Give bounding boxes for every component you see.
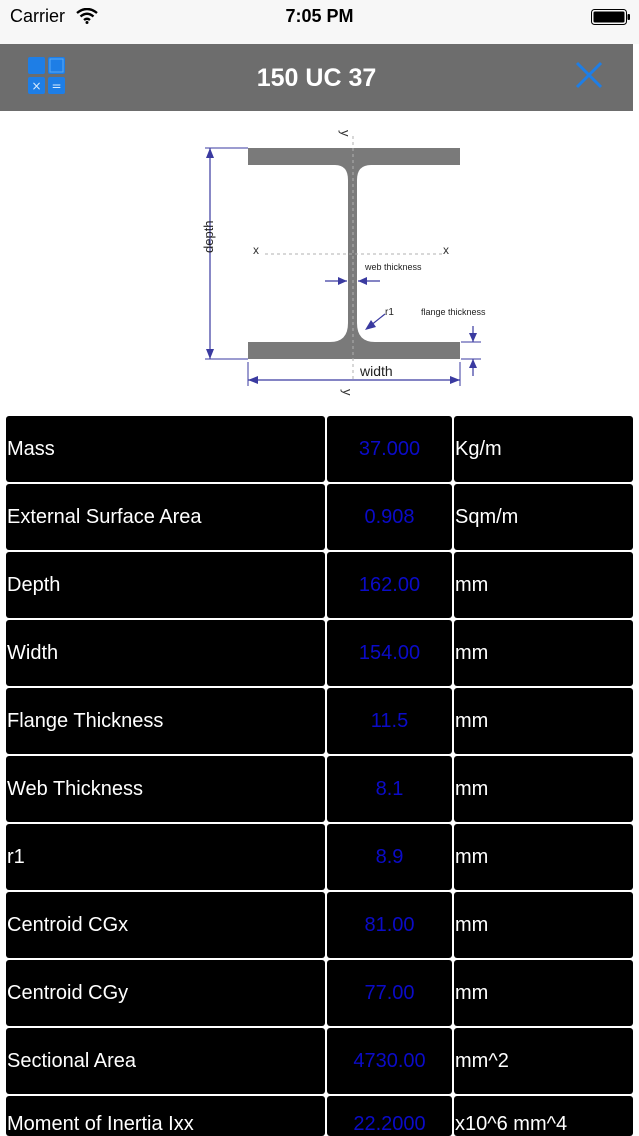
property-unit: mm: [454, 824, 633, 890]
depth-label: depth: [201, 220, 216, 253]
table-row: [6, 960, 633, 1026]
property-value: 8.1: [327, 756, 452, 822]
web-thickness-label: web thickness: [365, 262, 422, 272]
property-unit: mm: [454, 688, 633, 754]
i-beam-diagram: [185, 118, 505, 408]
property-value: 22.2000: [327, 1096, 452, 1136]
flange-thickness-label: flange thickness: [421, 307, 486, 317]
property-label: Moment of Inertia Ixx: [6, 1096, 325, 1136]
svg-text:=: =: [51, 79, 62, 93]
table-row: [6, 484, 633, 550]
page-title: 150 UC 37: [256, 64, 377, 92]
property-unit: mm: [454, 552, 633, 618]
table-row: [6, 1096, 633, 1136]
status-bar: [0, 0, 639, 44]
width-label: width: [360, 363, 393, 379]
property-unit: mm: [454, 756, 633, 822]
battery-icon: [591, 9, 631, 25]
property-label: Width: [6, 620, 325, 686]
navigation-bar: [0, 44, 633, 111]
svg-text:×: ×: [31, 79, 42, 93]
property-value: 0.908: [327, 484, 452, 550]
table-row: [6, 552, 633, 618]
property-unit: x10^6 mm^4: [454, 1096, 633, 1136]
property-label: Depth: [6, 552, 325, 618]
r1-label: r1: [385, 307, 394, 318]
property-unit: Sqm/m: [454, 484, 633, 550]
property-value: 81.00: [327, 892, 452, 958]
property-value: 77.00: [327, 960, 452, 1026]
axis-y-top-label: y: [338, 130, 353, 137]
carrier-label: Carrier: [10, 6, 66, 26]
axis-x-right-label: x: [443, 243, 449, 257]
table-row: [6, 824, 633, 890]
property-value: 162.00: [327, 552, 452, 618]
table-row: [6, 688, 633, 754]
property-label: Centroid CGx: [6, 892, 325, 958]
table-row: [6, 1028, 633, 1094]
table-row: [6, 892, 633, 958]
property-label: Centroid CGy: [6, 960, 325, 1026]
property-label: Sectional Area: [6, 1028, 325, 1094]
property-value: 8.9: [327, 824, 452, 890]
property-unit: mm: [454, 620, 633, 686]
axis-x-left-label: x: [253, 243, 259, 257]
property-label: Flange Thickness: [6, 688, 325, 754]
axis-y-bottom-label: y: [340, 389, 355, 396]
property-label: Mass: [6, 416, 325, 482]
close-icon[interactable]: [574, 60, 604, 90]
table-row: [6, 416, 633, 482]
property-unit: mm: [454, 892, 633, 958]
clock: 7:05 PM: [285, 6, 354, 26]
property-unit: mm^2: [454, 1028, 633, 1094]
property-label: External Surface Area: [6, 484, 325, 550]
property-value: 37.000: [327, 416, 452, 482]
property-value: 4730.00: [327, 1028, 452, 1094]
property-unit: Kg/m: [454, 416, 633, 482]
table-row: [6, 620, 633, 686]
property-label: r1: [6, 824, 325, 890]
property-value: 11.5: [327, 688, 452, 754]
property-label: Web Thickness: [6, 756, 325, 822]
property-unit: mm: [454, 960, 633, 1026]
property-value: 154.00: [327, 620, 452, 686]
table-row: [6, 756, 633, 822]
